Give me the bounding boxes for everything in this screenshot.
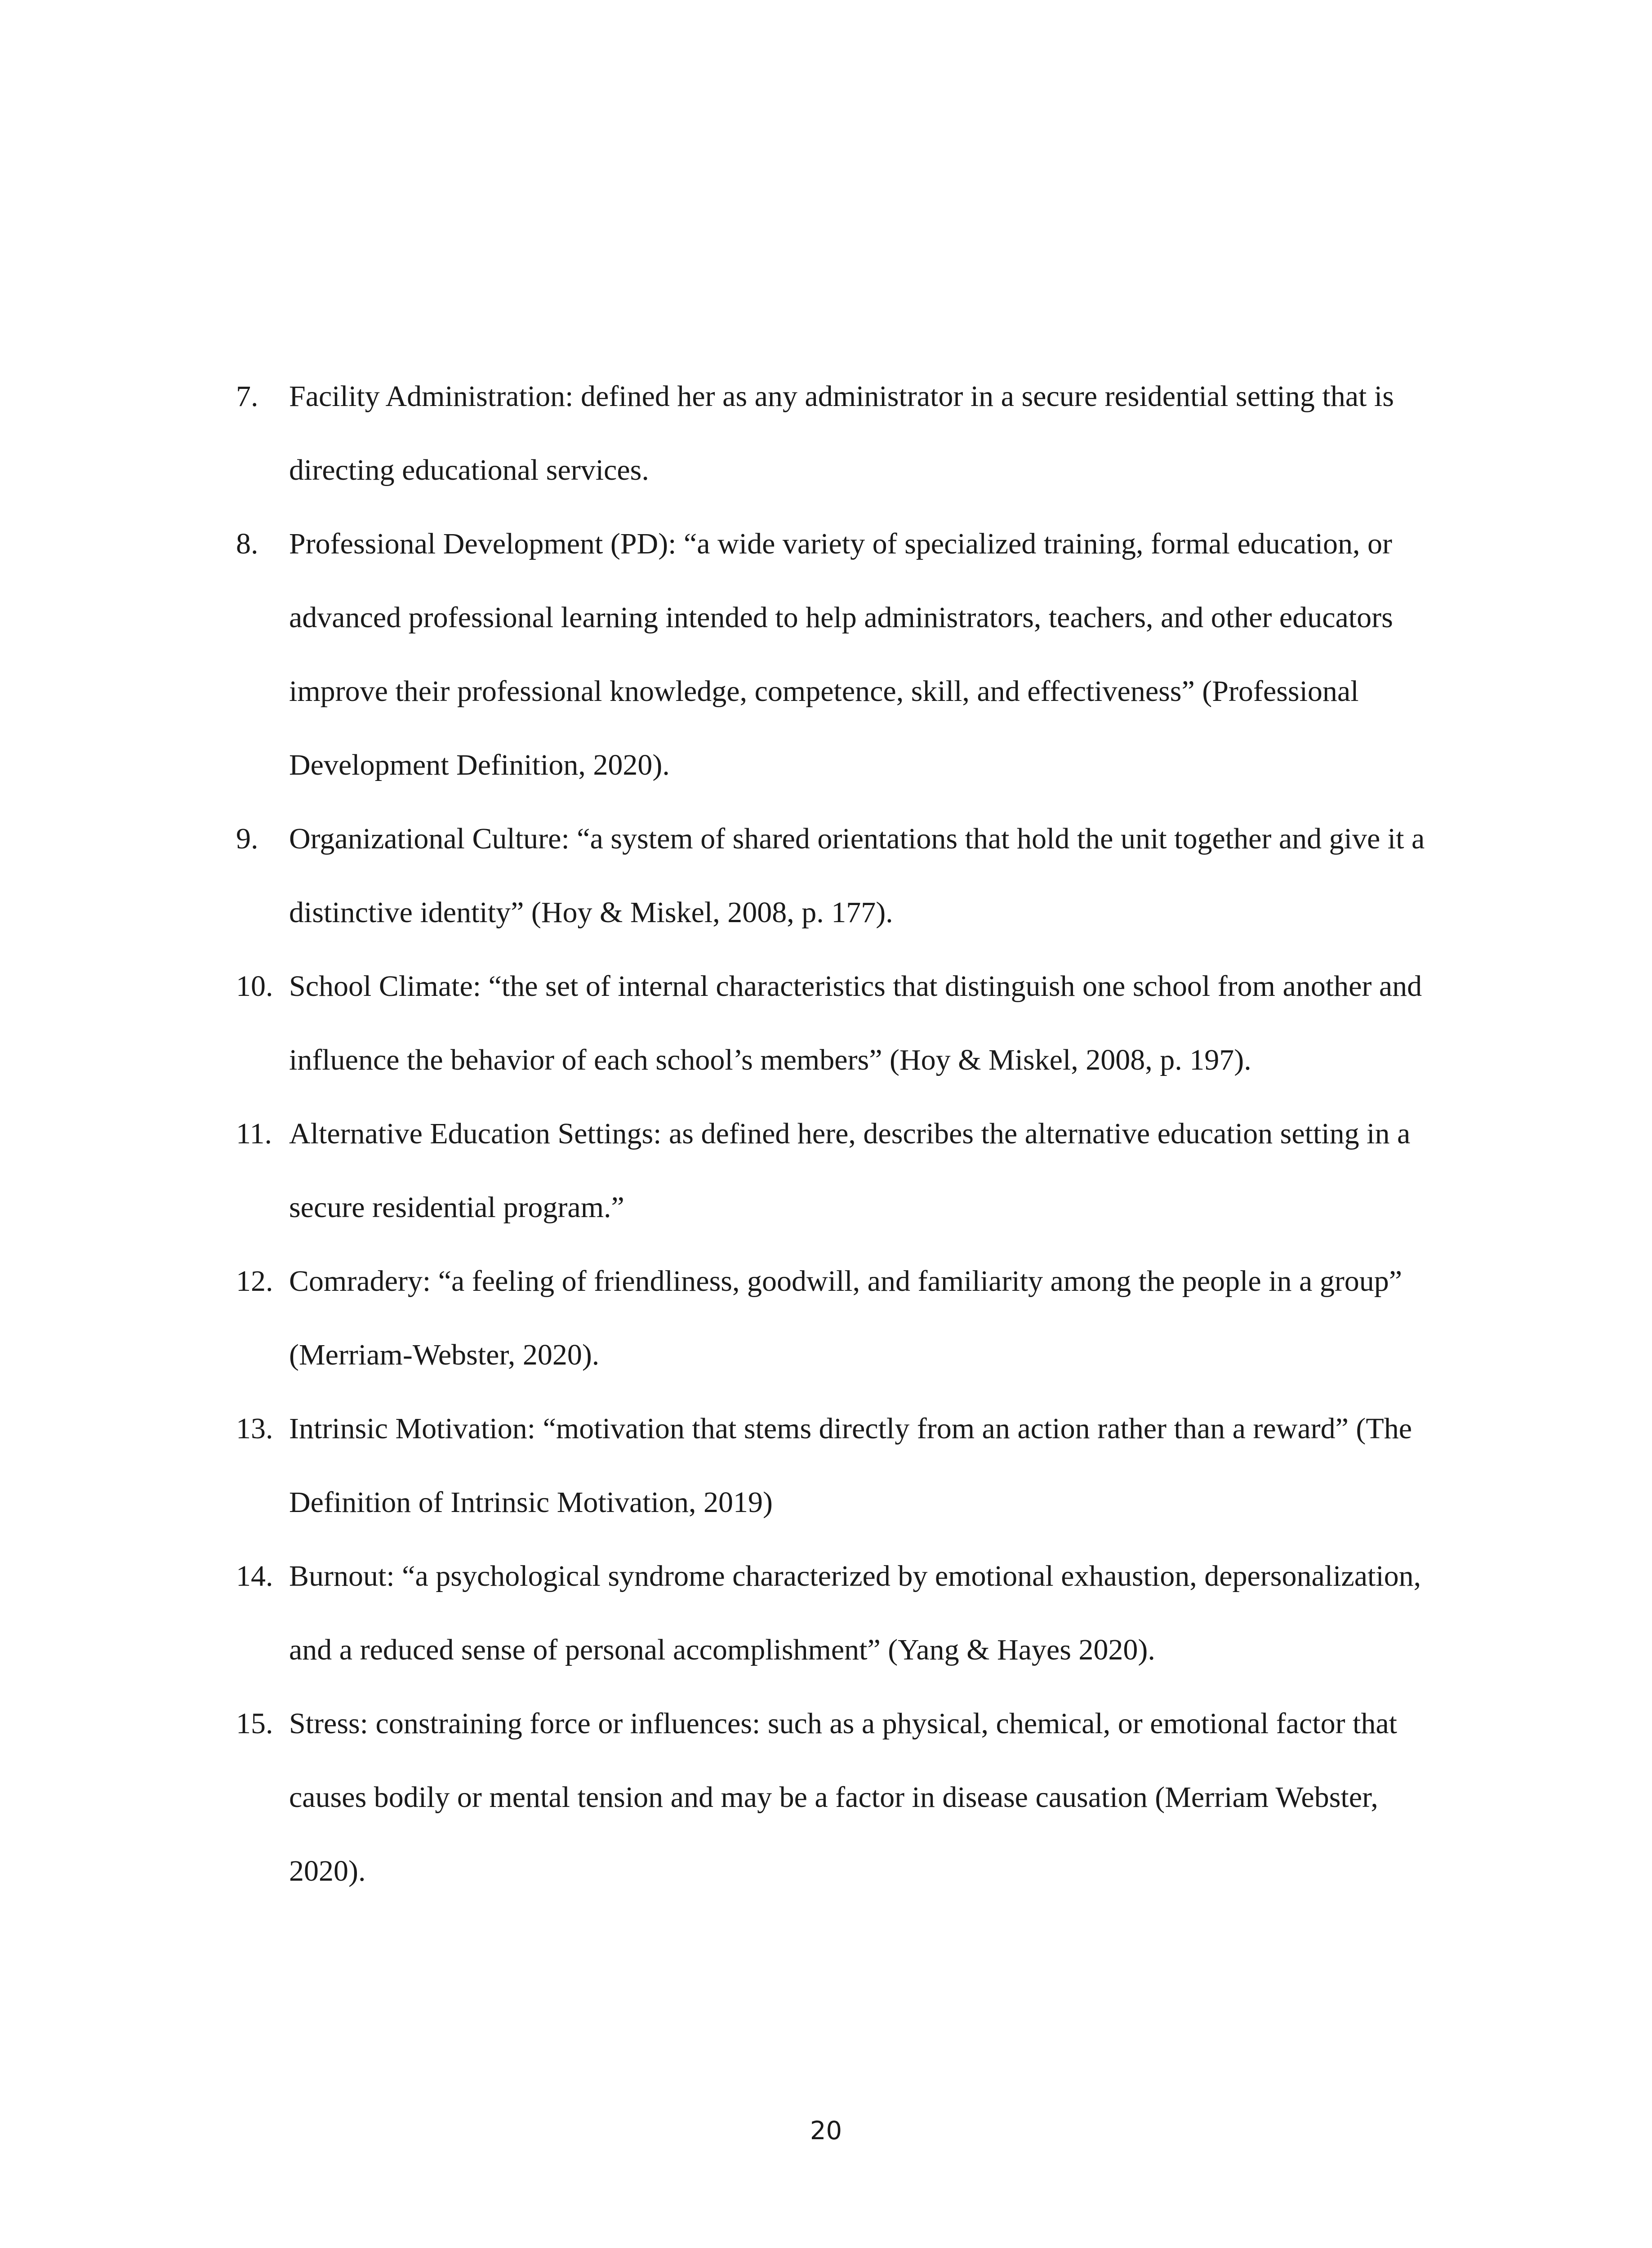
definition-item-13 [236, 1392, 1450, 1539]
definition-text: Professional Development (PD): “a wide variety of specialized training, formal education, or advanced professional learning intended to help administrators, teachers, and other educators improve their professional knowledge, competence, skill, and effectiveness” (Professional Development Definition, 2020). [289, 527, 1393, 781]
definition-text: Facility Administration: defined her as any administrator in a secure residential setting that is directing educational services. [289, 380, 1394, 486]
definition-number: 13. [236, 1412, 273, 1445]
page-number: 20 [810, 2116, 842, 2145]
definition-number: 7. [236, 380, 258, 413]
definition-text: School Climate: “the set of internal characteristics that distinguish one school from another and influence the behavior of each school’s members” (Hoy & Miskel, 2008, p. 197). [289, 970, 1422, 1076]
definition-item-11 [236, 1097, 1450, 1244]
definition-item-10 [236, 950, 1450, 1097]
definition-item-12 [236, 1244, 1450, 1392]
definition-item-7 [236, 360, 1450, 507]
definition-number: 11. [236, 1117, 272, 1150]
definition-text: Comradery: “a feeling of friendliness, goodwill, and familiarity among the people in a group” (Merriam-Webster, 2020). [289, 1265, 1403, 1371]
definition-number: 9. [236, 822, 258, 855]
definitions-list [236, 360, 1450, 1908]
definition-item-14 [236, 1539, 1450, 1687]
definition-number: 10. [236, 970, 273, 1003]
definition-text: Burnout: “a psychological syndrome characterized by emotional exhaustion, depersonalization, and a reduced sense of personal accomplishment” (Yang & Hayes 2020). [289, 1560, 1421, 1666]
definition-text: Intrinsic Motivation: “motivation that stems directly from an action rather than a reward” (The Definition of Intrinsic Motivation, 2019) [289, 1412, 1412, 1519]
definition-text: Organizational Culture: “a system of shared orientations that hold the unit together and give it a distinctive identity” (Hoy & Miskel, 2008, p. 177). [289, 822, 1425, 929]
definition-text: Alternative Education Settings: as defined here, describes the alternative education setting in a secure residential program.” [289, 1117, 1411, 1224]
definition-text: Stress: constraining force or influences: such as a physical, chemical, or emotional factor that causes bodily or mental tension and may be a factor in disease causation (Merriam Webster, 2020). [289, 1707, 1398, 1887]
definition-number: 15. [236, 1707, 273, 1740]
definition-number: 14. [236, 1560, 273, 1592]
definition-number: 12. [236, 1265, 273, 1298]
definition-item-15 [236, 1687, 1450, 1908]
definition-item-9 [236, 802, 1450, 950]
definition-number: 8. [236, 527, 258, 560]
definition-item-8 [236, 507, 1450, 802]
